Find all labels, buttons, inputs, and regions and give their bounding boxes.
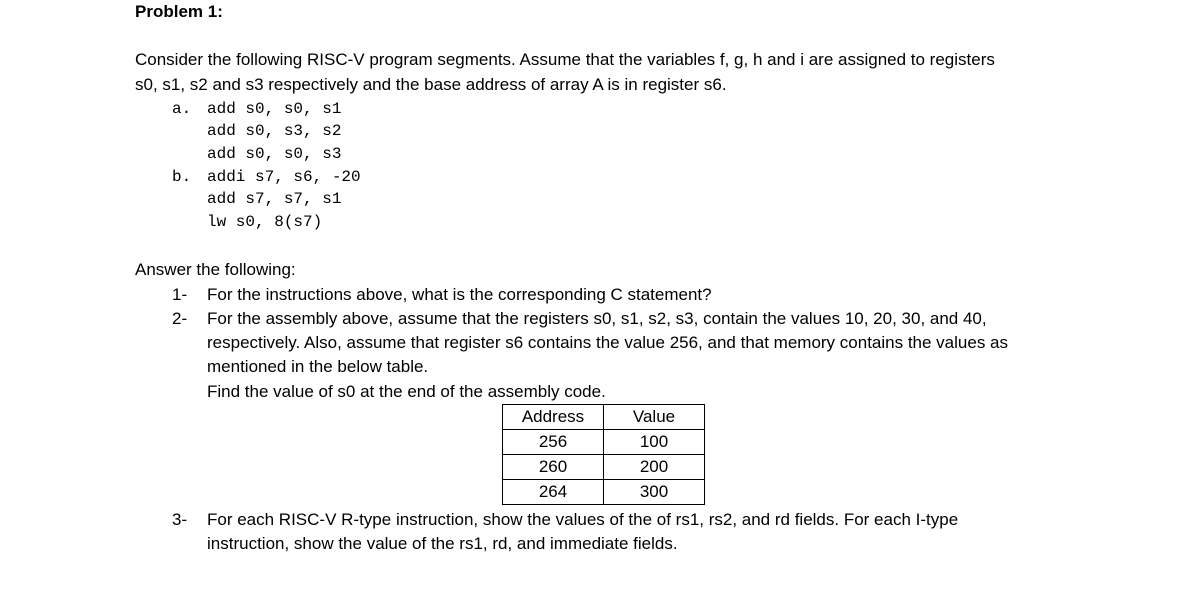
memory-table (502, 404, 705, 505)
segment-a-label: a. (172, 100, 192, 118)
question-1-text: For the instructions above, what is the corresponding C statement? (207, 285, 712, 304)
table-cell-address: 256 (503, 430, 604, 455)
question-2-line-1: For the assembly above, assume that the registers s0, s1, s2, s3, contain the values 10, 20, 30, and 40, (207, 309, 987, 328)
question-3-line-1: For each RISC-V R-type instruction, show the values of the of rs1, rs2, and rd fields. For each I-type (207, 510, 959, 529)
segment-a-line-3: add s0, s0, s3 (207, 145, 342, 163)
table-row (503, 480, 705, 505)
segment-b-line-2: add s7, s7, s1 (207, 190, 342, 208)
intro-line-2: s0, s1, s2 and s3 respectively and the base address of array A is in register s6. (135, 75, 727, 94)
question-2-number: 2- (172, 309, 188, 328)
segment-b-line-3: lw s0, 8(s7) (207, 213, 323, 231)
table-cell-value: 300 (604, 480, 705, 505)
table-cell-address: 260 (503, 455, 604, 480)
segment-b-line-1: addi s7, s6, -20 (207, 168, 361, 186)
table-cell-value: 100 (604, 430, 705, 455)
table-header-row (503, 405, 705, 430)
segment-a-line-2: add s0, s3, s2 (207, 122, 342, 140)
table-cell-value: 200 (604, 455, 705, 480)
question-3-line-2: instruction, show the value of the rs1, rd, and immediate fields. (207, 534, 678, 553)
segment-b-label: b. (172, 168, 192, 186)
question-2-line-2: respectively. Also, assume that register s6 contains the value 256, and that memory contains the values as (207, 333, 1009, 352)
question-3-number: 3- (172, 510, 188, 529)
table-header-address: Address (503, 405, 604, 430)
problem-title: Problem 1: (135, 2, 223, 21)
answer-heading: Answer the following: (135, 260, 296, 279)
segment-a-line-1: add s0, s0, s1 (207, 100, 342, 118)
table-header-value: Value (604, 405, 705, 430)
table-row (503, 430, 705, 455)
question-1-number: 1- (172, 285, 188, 304)
question-2-line-3: mentioned in the below table. (207, 357, 429, 376)
table-cell-address: 264 (503, 480, 604, 505)
table-row (503, 455, 705, 480)
intro-line-1: Consider the following RISC-V program segments. Assume that the variables f, g, h and i are assigned to registers (135, 50, 995, 69)
question-2-line-4: Find the value of s0 at the end of the assembly code. (207, 382, 606, 401)
